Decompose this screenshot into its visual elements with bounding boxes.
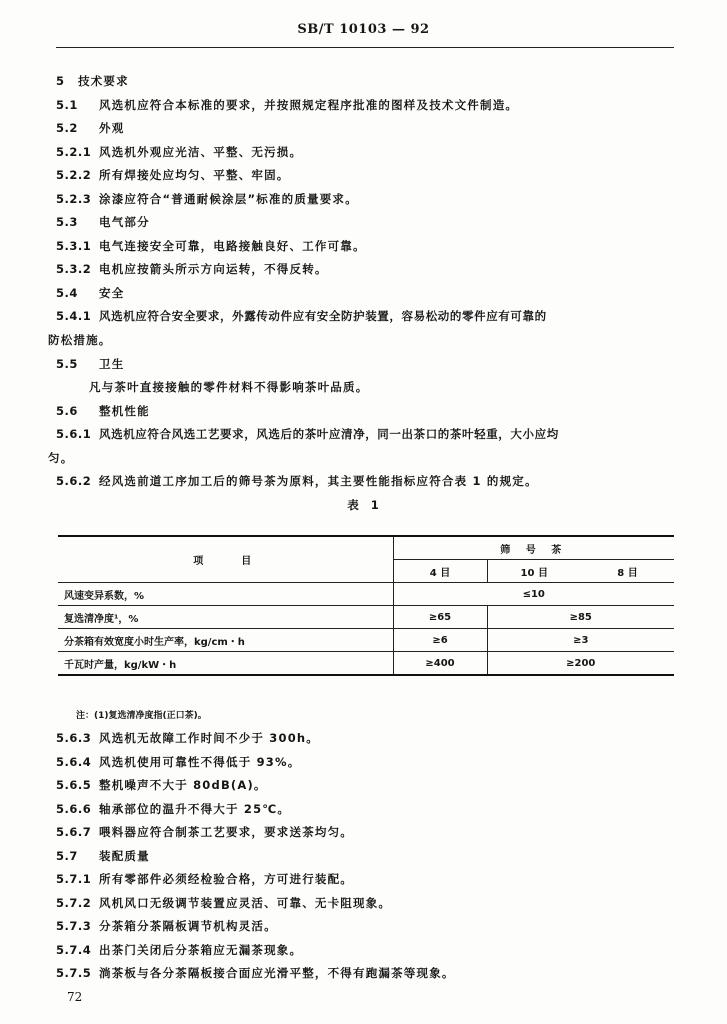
clause-5-3-1 [56,238,674,262]
clause-number: 5.4.1 [56,309,92,324]
clause-number: 5.7.4 [56,942,92,957]
clause-5-2 [56,120,674,144]
page-number: 72 [67,990,83,1004]
clause-text: 所有零部件必须经检验合格，方可进行装配。 [99,872,353,887]
clause-number: 5.7.5 [56,966,92,981]
section-number: 5 [56,74,65,88]
clause-5-5-body [56,379,674,403]
clause-5-6 [56,403,674,427]
table-row [58,583,674,606]
clause-number: 5.7 [56,848,78,863]
table-row [58,606,674,629]
table-note: 注：(1)复选清净度指(正口茶)。 [76,711,207,721]
clause-5-2-1 [56,144,674,168]
clause-text: 安全 [99,285,125,300]
table-caption: 表 1 [347,497,383,512]
clause-text: 风选机应符合风选工艺要求，风选后的茶叶应清净，同一出茶口的茶叶轻重，大小应均 [99,427,559,442]
row-label: 千瓦时产量，kg/kW・h [58,652,393,676]
clause-5-5 [56,356,674,380]
sub-col-8-mesh: 8 目 [581,560,674,583]
clause-number: 5.6.1 [56,427,92,442]
row-value-10-8-mesh: ≥85 [487,606,674,629]
clause-5-6-1-continued [48,450,674,474]
clause-text: 凡与茶叶直接接触的零件材料不得影响茶叶品质。 [89,380,369,395]
clause-text: 防松措施。 [48,333,112,348]
col-header-sieve-tea: 筛 号 茶 [393,536,674,560]
clause-number: 5.3.1 [56,238,92,253]
clause-5-7-1 [56,871,674,895]
row-value-4-mesh: ≥6 [393,629,487,652]
row-label: 分茶箱有效宽度小时生产率，kg/cm・h [58,629,393,652]
clause-text: 电机应按箭头所示方向运转，不得反转。 [99,262,328,277]
clause-number: 5.6.7 [56,825,92,840]
clause-5-7-3 [56,918,674,942]
clause-text: 出茶门关闭后分茶箱应无漏茶现象。 [99,942,303,957]
clause-number: 5.2 [56,121,78,136]
clause-text: 整机性能 [99,403,150,418]
clause-5-7-5 [56,965,674,989]
clause-5-7-4 [56,942,674,966]
section-title: 技术要求 [78,74,129,88]
clause-number: 5.6.5 [56,778,92,793]
clause-5-2-2 [56,167,674,191]
header-rule [56,47,674,48]
row-label: 复选清净度¹，% [58,606,393,629]
clause-number: 5.7.2 [56,895,92,910]
clause-number: 5.2.2 [56,168,92,183]
clause-5-6-3 [56,730,674,754]
clause-number: 5.6 [56,403,78,418]
clause-5-6-4 [56,754,674,778]
clause-text: 装配质量 [99,848,150,863]
clause-text: 匀。 [48,450,74,465]
clause-5-7 [56,848,674,872]
row-value-4-mesh: ≥400 [393,652,487,676]
sub-col-4-mesh: 4 目 [393,560,487,583]
table-row [58,652,674,676]
clause-number: 5.6.6 [56,801,92,816]
section-heading [56,73,674,97]
clause-text: 电气部分 [99,215,150,230]
clause-text: 所有焊接处应均匀、平整、牢固。 [99,168,290,183]
clause-text: 风选机应符合安全要求，外露传动件应有安全防护装置，容易松动的零件应有可靠的 [99,309,547,324]
row-label: 风速变异系数，% [58,583,393,606]
clause-5-3-2 [56,261,674,285]
col-header-item: 项 目 [58,536,393,583]
clause-text: 风选机无故障工作时间不少于 300h。 [99,731,319,745]
clause-5-6-2 [56,473,674,497]
section-5-upper [48,73,674,519]
clause-5-4 [56,285,674,309]
clause-text: 外观 [99,121,125,136]
row-value-4-mesh: ≥65 [393,606,487,629]
clause-5-6-1 [56,426,674,450]
clause-number: 5.1 [56,97,78,112]
clause-5-6-7 [56,824,674,848]
clause-text: 分茶箱分茶隔板调节机构灵活。 [99,919,277,934]
clause-5-3 [56,214,674,238]
clause-number: 5.7.1 [56,872,92,887]
clause-number: 5.6.3 [56,731,92,745]
clause-text: 风选机使用可靠性不得低于 93%。 [99,754,301,769]
clause-5-4-1 [56,308,674,332]
clause-text: 卫生 [99,356,125,371]
clause-number: 5.7.3 [56,919,92,934]
clause-number: 5.3.2 [56,262,92,277]
clause-text: 淌茶板与各分茶隔板接合面应光滑平整，不得有跑漏茶等现象。 [99,966,455,981]
clause-number: 5.3 [56,215,78,230]
clause-5-2-3 [56,191,674,215]
clause-text: 喂料器应符合制茶工艺要求，要求送茶均匀。 [99,825,353,840]
row-value-10-8-mesh: ≥200 [487,652,674,676]
performance-table [58,535,674,676]
clause-number: 5.2.1 [56,144,92,159]
clause-number: 5.4 [56,285,78,300]
document-header: SB/T 10103 — 92 [297,22,430,37]
clause-text: 涂漆应符合“普通耐候涂层”标准的质量要求。 [99,191,358,206]
clause-number: 5.2.3 [56,191,92,206]
clause-number: 5.5 [56,356,78,371]
clause-text: 电气连接安全可靠，电路接触良好、工作可靠。 [99,238,366,253]
row-value-10-8-mesh: ≥3 [487,629,674,652]
sub-col-10-mesh: 10 目 [487,560,581,583]
clause-text: 经风选前道工序加工后的筛号茶为原料，其主要性能指标应符合表 1 的规定。 [99,474,538,489]
clause-text: 风选机应符合本标准的要求，并按照规定程序批准的图样及技术文件制造。 [99,97,519,112]
clause-text: 风选机外观应光洁、平整、无污损。 [99,144,303,159]
clause-5-1 [56,97,674,121]
clause-text: 整机噪声不大于 80dB(A)。 [99,778,267,793]
clause-text: 轴承部位的温升不得大于 25℃。 [99,801,291,816]
table-row [58,629,674,652]
section-5-lower [56,730,674,989]
clause-5-6-5 [56,777,674,801]
clause-number: 5.6.4 [56,754,92,769]
row-value: ≤10 [393,583,674,606]
clause-5-4-1-continued [48,332,674,356]
clause-5-6-6 [56,801,674,825]
clause-text: 风机风口无级调节装置应灵活、可靠、无卡阻现象。 [99,895,392,910]
clause-number: 5.6.2 [56,474,92,489]
clause-5-7-2 [56,895,674,919]
